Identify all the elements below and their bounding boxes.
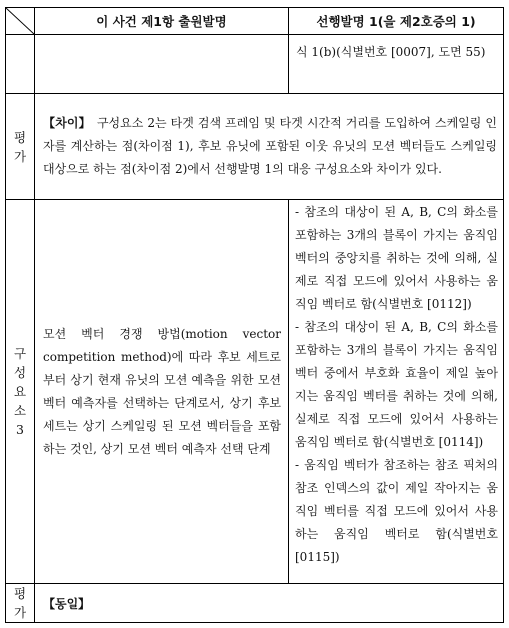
component3-row (6, 200, 504, 584)
side-char: 평 (13, 586, 27, 601)
component3-side-label (6, 200, 35, 584)
side-char: 3 (16, 422, 24, 437)
header-invention: 이 사건 제1항 출원발명 (35, 8, 289, 35)
comparison-table (5, 7, 504, 623)
side-char: 소 (13, 403, 27, 418)
evaluation2-row (6, 584, 504, 623)
evaluation2-side-label (6, 584, 35, 623)
side-char: 성 (13, 365, 27, 380)
same-label: 【동일】 (35, 584, 504, 623)
side-char: 가 (13, 148, 27, 164)
component3-invention-text: 모션 벡터 경쟁 방법(motion vector competition method)에 따라 후보 세트로부터 상기 현재 유닛의 모션 예측을 위한 모션 벡터 예측자를 선택하는 단계로서, 상기 후보 세트는 상기 스케일링 된 모션 벡터들을 포함하는 것인, 상기 모션 벡터 예측자 선택 단계 (35, 200, 289, 584)
diagonal-line (6, 8, 34, 34)
difference-text: 구성요소 2는 타겟 검색 프레임 및 타겟 시간적 거리를 도입하여 스케일링 인자를 계산하는 점(차이점 1), 후보 유닛에 포함된 이웃 유닛의 모션 벡터들도 스케일링 대상으로 하는 점(차이점 2)에서 선행발명 1의 대응 구성요소와 차이가 있다. (43, 116, 498, 176)
prior-art-bullet: - 움직임 벡터가 참조하는 참조 픽처의 참조 인덱스의 값이 제일 작아지는 움직임 벡터를 직접 모드에 있어서 사용하는 움직임 벡터로 함(식별번호 [0115]) (295, 458, 498, 564)
component3-prior-art-cell (289, 200, 504, 584)
evaluation-row (6, 94, 504, 200)
evaluation-side-label (6, 94, 35, 200)
continuation-side-cell (6, 35, 35, 94)
side-char: 평 (13, 129, 27, 145)
header-corner-cell (6, 8, 35, 35)
table-header-row (6, 8, 504, 35)
prior-art-bullet: - 참조의 대상이 된 A, B, C의 화소를 포함하는 3개의 블록이 가지는 움직임 벡터의 중앙치를 취하는 것에 의해, 실제로 직접 모드에 있어서 사용하는 움직임 벡터로 함(식별번호 [0112]) (295, 205, 498, 311)
side-char: 가 (13, 605, 27, 620)
difference-label: 【차이】 (43, 116, 91, 130)
continuation-invention-cell (35, 35, 289, 94)
continuation-row (6, 35, 504, 94)
evaluation-body (35, 94, 504, 200)
header-prior-art: 선행발명 1(을 제2호증의 1) (289, 8, 504, 35)
side-char: 구 (13, 346, 27, 361)
continuation-prior-art-cell: 식 1(b)(식별번호 [0007], 도면 55) (289, 35, 504, 94)
side-char: 요 (13, 384, 27, 399)
prior-art-bullet: - 참조의 대상이 된 A, B, C의 화소를 포함하는 3개의 블록이 가지는 움직임 벡터 중에서 부호화 효율이 제일 높아지는 움직임 벡터를 취하는 것에 의해, 실제로 직접 모드에 있어서 사용하는 움직임 벡터로 함(식별번호 [0114]) (295, 320, 498, 449)
